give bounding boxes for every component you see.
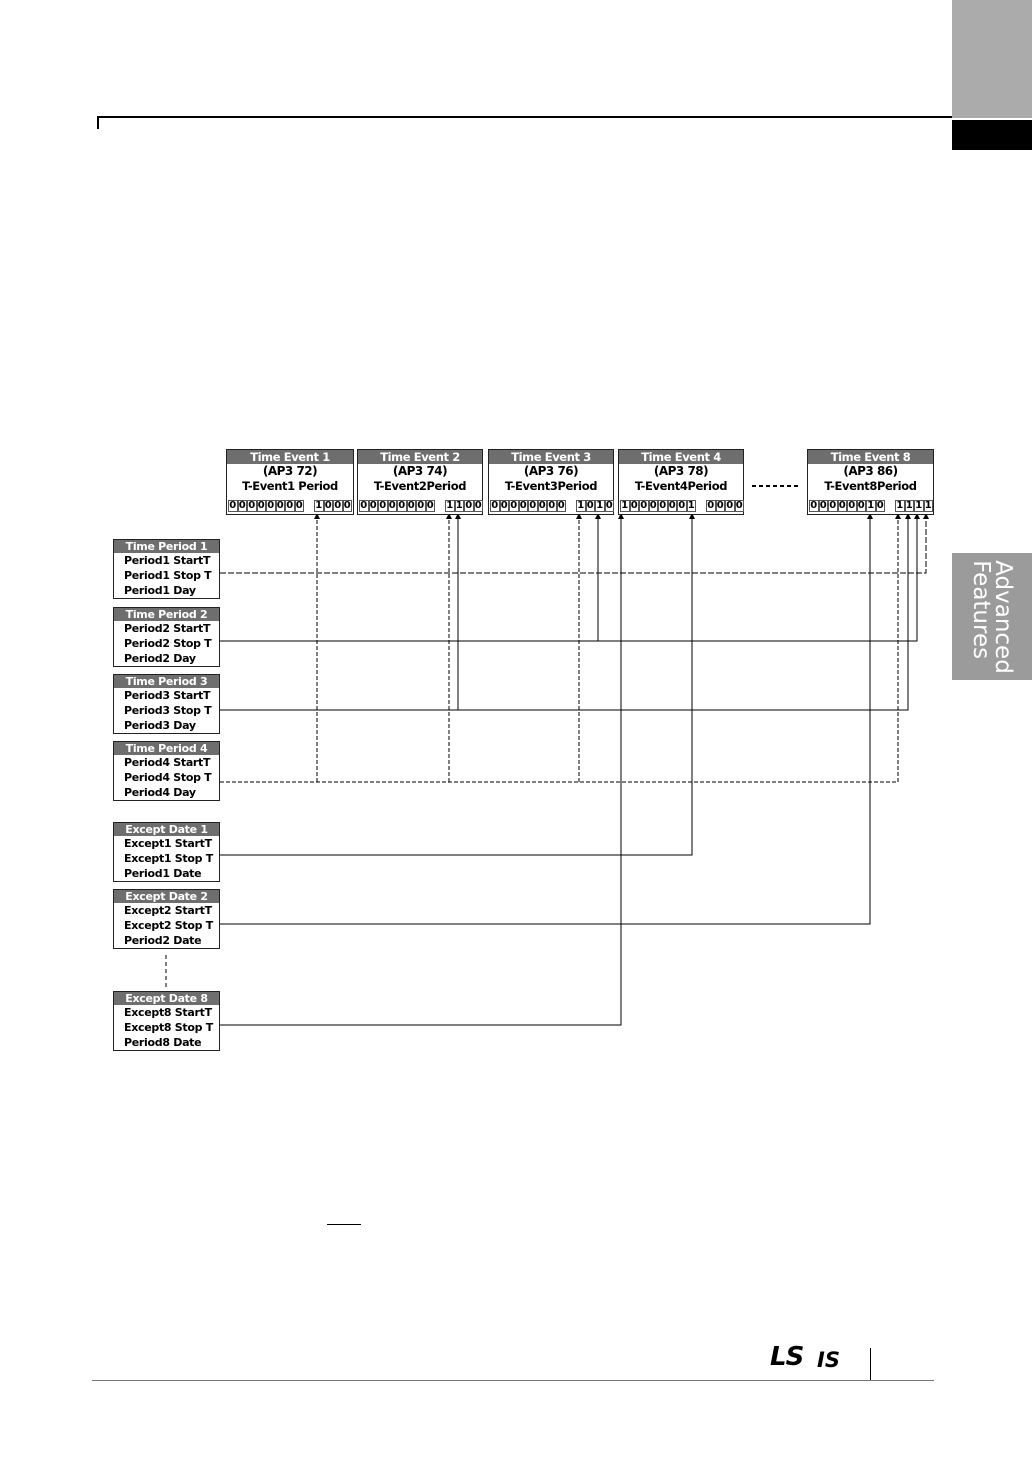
time-event-title: Time Event 3	[489, 450, 613, 464]
bit-field	[619, 500, 744, 513]
param-row: Except1 StartT	[124, 837, 212, 850]
time-period-4-box	[113, 741, 220, 801]
bit-cell: 0	[678, 500, 686, 511]
bit-cell: 0	[417, 500, 425, 511]
bit-cell: 1	[596, 500, 604, 511]
bit-cell: 0	[360, 500, 368, 511]
time-period-3-box	[113, 674, 220, 734]
bit-cell: 0	[810, 500, 818, 511]
bit-cell: 1	[867, 500, 875, 511]
param-row: Period4 Stop T	[124, 771, 212, 784]
bit-cell: 1	[577, 500, 585, 511]
time-event-3-box	[488, 449, 614, 515]
bit-cell: 0	[295, 500, 303, 511]
bit-cell: 0	[286, 500, 294, 511]
link-period1-event8	[220, 516, 926, 573]
bit-cell: 0	[857, 500, 865, 511]
brand-logo-ls: LS	[770, 1342, 804, 1372]
bit-cell: 1	[455, 500, 463, 511]
time-event-8-box	[807, 449, 934, 515]
time-period-title: Time Period 4	[114, 742, 219, 755]
bit-cell: 0	[716, 500, 724, 511]
param-row: Except8 Stop T	[124, 1021, 213, 1034]
time-event-title: Time Event 8	[808, 450, 933, 464]
param-row: Period2 Day	[124, 652, 196, 665]
bit-cell: 0	[586, 500, 594, 511]
bit-cell: 0	[848, 500, 856, 511]
except-date-title: Except Date 8	[114, 992, 219, 1005]
bit-cell: 0	[529, 500, 537, 511]
link-period3-event2	[220, 516, 458, 710]
bit-cell: 1	[315, 500, 323, 511]
bit-cell: 0	[707, 500, 715, 511]
param-row: Period3 Stop T	[124, 704, 212, 717]
bit-cell: 0	[819, 500, 827, 511]
bit-cell: 0	[343, 500, 351, 511]
bit-cell: 0	[465, 500, 473, 511]
bit-cell: 1	[896, 500, 904, 511]
param-row: Period2 Stop T	[124, 637, 212, 650]
param-row: Period4 StartT	[124, 756, 211, 769]
except-date-title: Except Date 2	[114, 890, 219, 903]
footer-divider	[870, 1348, 871, 1380]
bit-cell: 0	[500, 500, 508, 511]
time-period-title: Time Period 3	[114, 675, 219, 688]
bit-cell: 0	[649, 500, 657, 511]
bit-cell: 0	[538, 500, 546, 511]
bit-cell: 0	[876, 500, 884, 511]
bit-cell: 0	[474, 500, 482, 511]
param-row: Period1 Date	[124, 867, 202, 880]
bit-cell: 0	[426, 500, 434, 511]
chapter-tab-line2: Features	[968, 559, 994, 659]
param-row: Except2 Stop T	[124, 919, 213, 932]
bit-cell: 0	[726, 500, 734, 511]
time-event-code: (AP3 72)	[262, 464, 318, 478]
time-period-title: Time Period 1	[114, 540, 219, 553]
bit-cell: 0	[829, 500, 837, 511]
link-period3-event8	[458, 516, 908, 710]
bit-field	[227, 500, 352, 513]
param-row: Except2 StartT	[124, 904, 212, 917]
time-event-name: T-Event4Period	[634, 479, 728, 493]
bit-cell: 0	[369, 500, 377, 511]
except-date-title: Except Date 1	[114, 823, 219, 836]
bit-cell: 0	[248, 500, 256, 511]
bit-cell: 0	[379, 500, 387, 511]
except-date-2-box	[113, 889, 220, 949]
param-row: Period1 StartT	[124, 554, 211, 567]
time-event-1-box	[226, 449, 354, 515]
brand-logo-is: IS	[817, 1348, 840, 1372]
bit-cell: 0	[557, 500, 565, 511]
param-row: Except1 Stop T	[124, 852, 213, 865]
time-event-code: (AP3 78)	[653, 464, 709, 478]
bit-cell: 1	[446, 500, 454, 511]
param-row: Period1 Day	[124, 584, 196, 597]
param-row: Period2 Date	[124, 934, 202, 947]
param-row: Period3 Day	[124, 719, 196, 732]
param-row: Except8 StartT	[124, 1006, 212, 1019]
except-date-8-box	[113, 991, 220, 1051]
param-row: Period4 Day	[124, 786, 196, 799]
bit-cell: 0	[407, 500, 415, 511]
time-event-code: (AP3 86)	[843, 464, 898, 478]
time-event-code: (AP3 74)	[392, 464, 448, 478]
bit-cell: 0	[605, 500, 613, 511]
time-period-1-box	[113, 539, 220, 599]
bit-cell: 0	[238, 500, 246, 511]
time-event-name: T-Event3Period	[504, 479, 598, 493]
bit-cell: 1	[621, 500, 629, 511]
bit-cell: 0	[630, 500, 638, 511]
time-event-name: T-Event8Period	[824, 479, 917, 493]
bit-cell: 0	[267, 500, 275, 511]
bit-cell: 0	[548, 500, 556, 511]
bit-cell: 0	[510, 500, 518, 511]
bit-cell: 0	[640, 500, 648, 511]
bit-cell: 0	[229, 500, 237, 511]
chapter-tab-line1: Advanced	[990, 559, 1016, 674]
bit-cell: 1	[924, 500, 932, 511]
bit-cell: 0	[276, 500, 284, 511]
bit-cell: 0	[398, 500, 406, 511]
link-period2-event3	[220, 516, 598, 641]
bit-cell: 0	[388, 500, 396, 511]
time-event-title: Time Event 4	[619, 450, 743, 464]
time-event-title: Time Event 2	[358, 450, 482, 464]
bit-cell: 0	[491, 500, 499, 511]
bit-cell: 0	[519, 500, 527, 511]
bit-field	[489, 500, 614, 513]
bit-cell: 0	[324, 500, 332, 511]
time-period-title: Time Period 2	[114, 608, 219, 621]
time-event-2-box	[357, 449, 483, 515]
link-period4-main	[220, 516, 898, 782]
time-event-name: T-Event1 Period	[242, 479, 338, 493]
bit-cell: 1	[905, 500, 913, 511]
time-event-code: (AP3 76)	[523, 464, 579, 478]
bit-cell: 0	[735, 500, 743, 511]
link-period2-event8	[598, 516, 917, 641]
except-date-1-box	[113, 822, 220, 882]
time-event-title: Time Event 1	[227, 450, 353, 464]
bit-field	[808, 500, 933, 513]
bit-cell: 0	[668, 500, 676, 511]
link-except8-event4	[220, 516, 621, 1025]
time-period-2-box	[113, 607, 220, 667]
bit-cell: 1	[915, 500, 923, 511]
bit-cell: 0	[257, 500, 265, 511]
param-row: Period3 StartT	[124, 689, 211, 702]
bit-cell: 1	[687, 500, 695, 511]
time-event-4-box	[618, 449, 744, 515]
bit-cell: 0	[659, 500, 667, 511]
bit-field	[358, 500, 483, 513]
time-event-name: T-Event2Period	[373, 479, 467, 493]
param-row: Period2 StartT	[124, 622, 211, 635]
bit-cell: 0	[334, 500, 342, 511]
param-row: Period8 Date	[124, 1036, 202, 1049]
bit-cell: 0	[838, 500, 846, 511]
param-row: Period1 Stop T	[124, 569, 212, 582]
footer-rule	[92, 1380, 934, 1381]
